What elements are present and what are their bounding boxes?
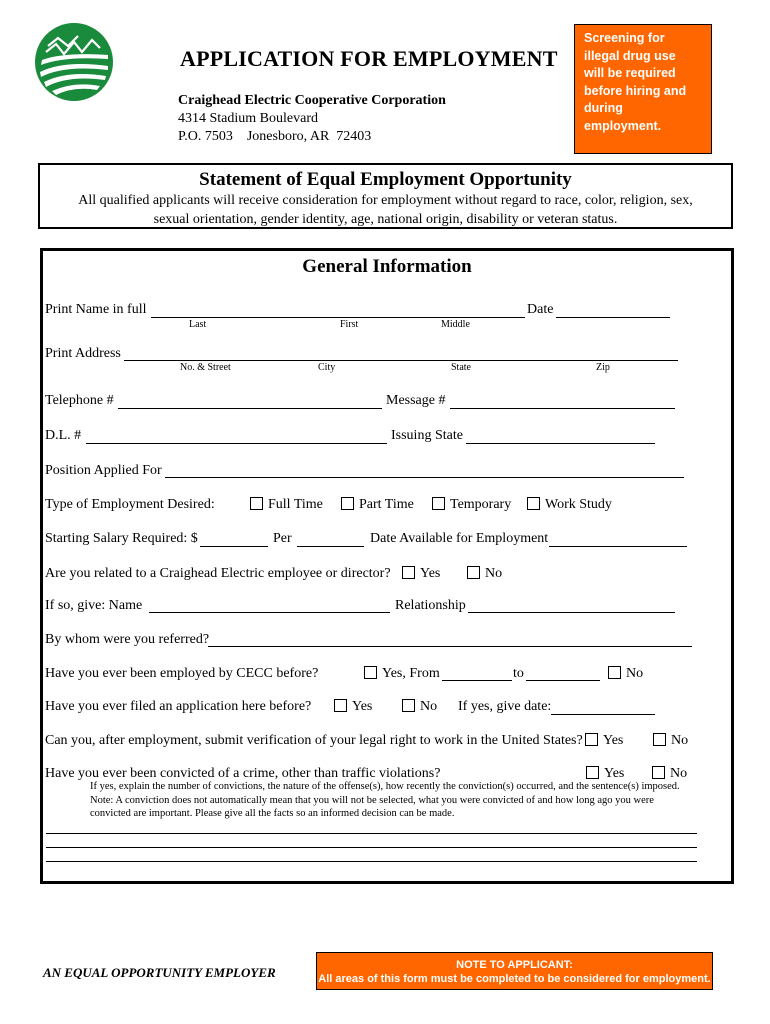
- position-field[interactable]: [165, 477, 684, 478]
- date-available-label: Date Available for Employment: [370, 531, 549, 546]
- yes-from-label: Yes, From: [382, 666, 440, 681]
- screening-line: during: [584, 101, 623, 115]
- salary-field[interactable]: [200, 546, 268, 547]
- form-title: APPLICATION FOR EMPLOYMENT: [180, 46, 558, 71]
- related-no-checkbox[interactable]: [467, 566, 480, 579]
- employed-no-option[interactable]: [608, 666, 643, 682]
- telephone-field[interactable]: [118, 408, 382, 409]
- drug-screening-notice: [574, 24, 712, 154]
- eeo-body-line2: sexual orientation, gender identity, age, national origin, disability or veteran status.: [153, 212, 618, 227]
- temporary-checkbox[interactable]: [432, 497, 445, 510]
- per-label: Per: [273, 531, 292, 546]
- name-sub-first: First: [340, 319, 359, 330]
- issuing-state-field[interactable]: [466, 443, 655, 444]
- related-yes-option[interactable]: [402, 566, 440, 582]
- screening-line: Screening for: [584, 31, 665, 45]
- relationship-field[interactable]: [468, 612, 675, 613]
- address-sub-city: City: [318, 362, 336, 373]
- filed-yes-checkbox[interactable]: [334, 699, 347, 712]
- employed-yes-option[interactable]: [364, 666, 440, 682]
- to-label: to: [513, 666, 524, 681]
- full-time-option[interactable]: [250, 497, 323, 513]
- verification-no-checkbox[interactable]: [653, 733, 666, 746]
- give-date-label: If yes, give date:: [458, 699, 552, 714]
- screening-line: illegal drug use: [584, 48, 676, 63]
- message-field[interactable]: [450, 408, 675, 409]
- issuing-state-label: Issuing State: [391, 428, 463, 443]
- telephone-label: Telephone #: [45, 393, 114, 408]
- part-time-option[interactable]: [341, 497, 414, 513]
- name-field[interactable]: [151, 317, 525, 318]
- filed-date-field[interactable]: [551, 714, 655, 715]
- verification-yes-option[interactable]: [585, 733, 623, 749]
- full-time-label: Full Time: [268, 497, 323, 512]
- no-label: No: [670, 766, 688, 781]
- relative-name-field[interactable]: [149, 612, 390, 613]
- eeo-body-line1: All qualified applicants will receive consideration for employment without regard to race, color, religion, sex,: [78, 193, 693, 208]
- verification-yes-checkbox[interactable]: [585, 733, 598, 746]
- no-label: No: [626, 666, 644, 681]
- message-label: Message #: [386, 393, 446, 408]
- related-question: Are you related to a Craighead Electric employee or director?: [45, 566, 391, 581]
- convicted-no-checkbox[interactable]: [652, 766, 665, 779]
- employed-yes-checkbox[interactable]: [364, 666, 377, 679]
- convicted-yes-checkbox[interactable]: [586, 766, 599, 779]
- screening-line: before hiring and: [584, 83, 687, 98]
- dl-label: D.L. #: [45, 428, 82, 443]
- yes-label: Yes: [604, 766, 625, 781]
- date-field[interactable]: [556, 317, 670, 318]
- filed-no-checkbox[interactable]: [402, 699, 415, 712]
- eoe-statement: AN EQUAL OPPORTUNITY EMPLOYER: [43, 965, 276, 980]
- yes-label: Yes: [603, 733, 624, 748]
- note-title: NOTE TO APPLICANT:: [456, 959, 573, 971]
- company-logo: [34, 22, 114, 102]
- yes-label: Yes: [352, 699, 373, 714]
- position-label: Position Applied For: [45, 463, 162, 478]
- per-field[interactable]: [297, 546, 364, 547]
- referred-label: By whom were you referred?: [45, 632, 210, 647]
- temporary-option[interactable]: [432, 497, 511, 513]
- yes-label: Yes: [420, 566, 441, 581]
- company-info: [178, 92, 446, 146]
- general-info-title: General Information: [302, 256, 472, 277]
- filed-before-question: Have you ever filed an application here before?: [45, 699, 312, 714]
- address-field[interactable]: [124, 360, 678, 361]
- date-label: Date: [527, 302, 554, 317]
- conviction-explanation-line-2[interactable]: [46, 847, 697, 848]
- screening-line: employment.: [584, 118, 662, 133]
- note-body: All areas of this form must be completed to be considered for employment.: [318, 973, 711, 985]
- filed-yes-option[interactable]: [334, 699, 372, 715]
- address-sub-zip: Zip: [596, 362, 610, 373]
- company-name: Craighead Electric Cooperative Corporation: [178, 93, 446, 108]
- employed-before-question: Have you ever been employed by CECC before?: [45, 666, 319, 681]
- relative-name-label: If so, give: Name: [45, 598, 143, 613]
- filed-no-option[interactable]: [402, 699, 437, 715]
- address-sub-street: No. & Street: [180, 362, 231, 373]
- salary-label: Starting Salary Required: $: [45, 531, 198, 546]
- referred-field[interactable]: [208, 646, 692, 647]
- employed-from-field[interactable]: [442, 680, 512, 681]
- address-label: Print Address: [45, 346, 121, 361]
- name-sub-last: Last: [189, 319, 207, 330]
- no-label: No: [485, 566, 503, 581]
- dl-field[interactable]: [86, 443, 387, 444]
- conviction-explanation-line-3[interactable]: [46, 861, 697, 862]
- employed-no-checkbox[interactable]: [608, 666, 621, 679]
- convicted-question: Have you ever been convicted of a crime, other than traffic violations?: [45, 766, 441, 781]
- related-no-option[interactable]: [467, 566, 502, 582]
- temporary-label: Temporary: [450, 497, 512, 512]
- screening-line: will be required: [584, 66, 676, 80]
- work-study-label: Work Study: [545, 497, 612, 512]
- address-sub-state: State: [451, 362, 471, 373]
- name-sub-middle: Middle: [441, 319, 470, 330]
- verification-no-option[interactable]: [653, 733, 688, 749]
- no-label: No: [420, 699, 438, 714]
- no-label: No: [671, 733, 689, 748]
- part-time-label: Part Time: [359, 497, 414, 512]
- part-time-checkbox[interactable]: [341, 497, 354, 510]
- relationship-label: Relationship: [395, 598, 466, 613]
- date-available-field[interactable]: [549, 546, 687, 547]
- name-label: Print Name in full: [45, 302, 147, 317]
- company-address-line1: 4314 Stadium Boulevard: [178, 111, 318, 126]
- eeo-statement-box: [38, 163, 733, 229]
- conviction-note: If yes, explain the number of convictions, the nature of the offense(s), how recently the conviction(s) occurred, and the sentence(s) imposed. Note: A conviction does not automatically mean that you will not be selected, what you were convicted of and how long ago you were convicted are important. Please give all the facts so an informed decision can be made.: [90, 781, 680, 819]
- verification-question: Can you, after employment, submit verification of your legal right to work in the United States?: [45, 733, 583, 748]
- work-study-option[interactable]: [527, 497, 612, 513]
- related-yes-checkbox[interactable]: [402, 566, 415, 579]
- work-study-checkbox[interactable]: [527, 497, 540, 510]
- employment-type-label: Type of Employment Desired:: [45, 497, 215, 512]
- eeo-title: Statement of Equal Employment Opportunity: [199, 169, 572, 190]
- note-to-applicant-box: [316, 952, 713, 990]
- full-time-checkbox[interactable]: [250, 497, 263, 510]
- conviction-explanation-line-1[interactable]: [46, 833, 697, 834]
- company-address-line2: P.O. 7503 Jonesboro, AR 72403: [178, 129, 372, 144]
- employed-to-field[interactable]: [526, 680, 600, 681]
